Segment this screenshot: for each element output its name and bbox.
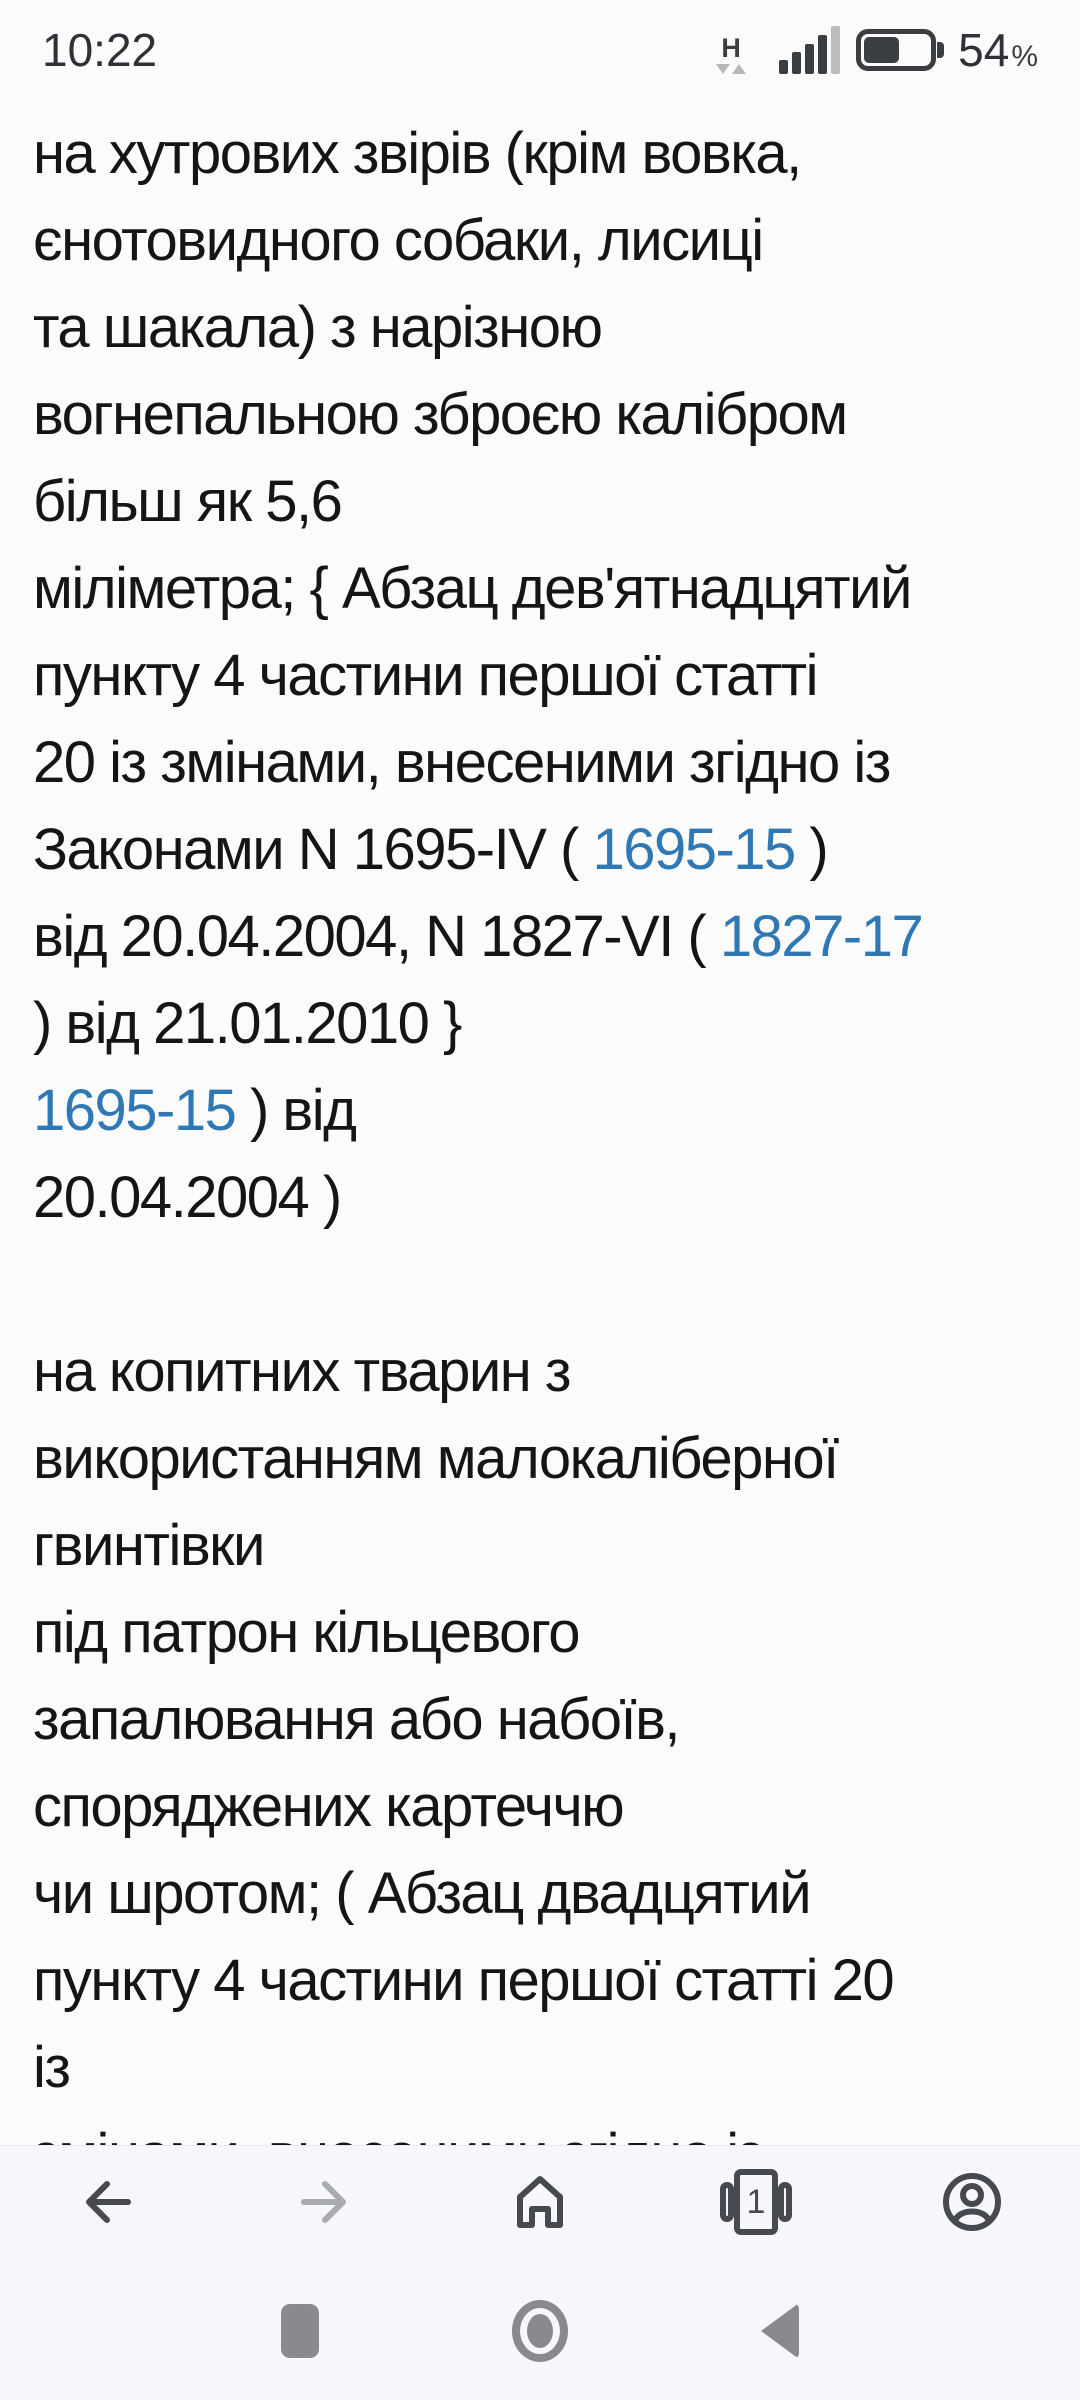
- text-segment: Законами N 1695-IV (: [33, 817, 593, 882]
- nav-recents-button[interactable]: [180, 2304, 420, 2358]
- text-segment: ) від 21.01.2010 }: [33, 991, 461, 1056]
- document-text[interactable]: [0, 100, 1080, 2400]
- paragraph: [33, 110, 1047, 1241]
- text-line: [33, 1415, 1047, 1502]
- status-bar: [0, 0, 1080, 100]
- mobile-signal-sim2-icon: [779, 26, 840, 74]
- text-line: [33, 1589, 1047, 1676]
- text-line: [33, 1328, 1047, 1415]
- tabs-button[interactable]: [648, 2169, 864, 2235]
- text-segment: міліметра; { Абзац дев'ятнадцятий: [33, 556, 911, 621]
- text-segment: 20 із змінами, внесеними згідно із: [33, 730, 890, 795]
- home-button[interactable]: [432, 2169, 648, 2235]
- back-arrow-icon: [76, 2170, 140, 2234]
- text-line: [33, 545, 1047, 632]
- browser-bottom-bar: [0, 2145, 1080, 2400]
- network-type-indicator: [716, 35, 746, 74]
- home-icon: [507, 2169, 573, 2235]
- battery-percent-value: 54: [958, 24, 1010, 76]
- text-line: [33, 197, 1047, 284]
- text-line: [33, 110, 1047, 197]
- text-segment: ) від: [235, 1078, 356, 1143]
- nav-back-button[interactable]: [660, 2303, 900, 2359]
- tab-count-badge: 1: [734, 2169, 778, 2235]
- text-segment: більш як 5,6: [33, 469, 342, 534]
- text-line: [33, 719, 1047, 806]
- text-segment: на копитних тварин з: [33, 1339, 570, 1404]
- text-line: [33, 1067, 1047, 1154]
- text-segment: запалювання або набоїв,: [33, 1687, 680, 1752]
- text-segment: вогнепальною зброєю калібром: [33, 382, 847, 447]
- text-segment: під патрон кільцевого: [33, 1600, 580, 1665]
- text-line: [33, 458, 1047, 545]
- back-button[interactable]: [0, 2170, 216, 2234]
- text-line: [33, 806, 1047, 893]
- battery-percent: [958, 23, 1038, 77]
- profile-button[interactable]: [864, 2169, 1080, 2235]
- text-line: [33, 2024, 1047, 2111]
- text-segment: на хутрових звірів (крім вовка,: [33, 121, 801, 186]
- status-time: 10:22: [42, 24, 158, 76]
- tab-switcher-icon: [718, 2169, 794, 2235]
- text-line: [33, 893, 1047, 980]
- text-segment: ): [794, 817, 828, 882]
- text-segment: та шакала) з нарізною: [33, 295, 602, 360]
- forward-arrow-icon: [292, 2170, 356, 2234]
- status-icons: [716, 23, 1038, 77]
- data-activity-arrows-icon: [716, 64, 746, 74]
- text-line: [33, 632, 1047, 719]
- text-line: [33, 980, 1047, 1067]
- text-segment: від 20.04.2004, N 1827-VI (: [33, 904, 720, 969]
- text-line: [33, 371, 1047, 458]
- text-segment: 20.04.2004 ): [33, 1165, 341, 1230]
- text-line: [33, 1850, 1047, 1937]
- text-line: [33, 1154, 1047, 1241]
- text-line: [33, 284, 1047, 371]
- browser-toolbar: [0, 2146, 1080, 2258]
- mobile-signal-sim1-icon: [716, 26, 763, 74]
- text-segment: споряджених картеччю: [33, 1774, 624, 1839]
- back-triangle-icon: [761, 2303, 799, 2359]
- text-segment: чи шротом; ( Абзац двадцятий: [33, 1861, 811, 1926]
- percent-sign: %: [1011, 40, 1038, 73]
- text-segment: із: [33, 2035, 70, 2100]
- text-line: [33, 1937, 1047, 2024]
- text-segment: єнотовидного собаки, лисиці: [33, 208, 763, 273]
- text-line: [33, 1676, 1047, 1763]
- text-segment: пункту 4 частини першої статті: [33, 643, 817, 708]
- profile-icon: [939, 2169, 1005, 2235]
- hspa-label: H: [721, 33, 741, 63]
- paragraph: [33, 1328, 1047, 2198]
- forward-button[interactable]: [216, 2170, 432, 2234]
- recents-square-icon: [281, 2304, 319, 2358]
- battery-icon: [856, 29, 936, 71]
- home-circle-icon: [512, 2300, 568, 2362]
- text-segment: гвинтівки: [33, 1513, 264, 1578]
- law-reference-link[interactable]: 1827-17: [719, 904, 923, 969]
- law-reference-link[interactable]: 1695-15: [33, 1078, 236, 1143]
- law-reference-link[interactable]: 1695-15: [592, 817, 795, 882]
- text-line: [33, 1763, 1047, 1850]
- text-segment: використанням малокаліберної: [33, 1426, 838, 1491]
- text-segment: пункту 4 частини першої статті 20: [33, 1948, 894, 2013]
- nav-home-button[interactable]: [420, 2300, 660, 2362]
- system-navigation-bar: [180, 2276, 900, 2386]
- text-line: [33, 1502, 1047, 1589]
